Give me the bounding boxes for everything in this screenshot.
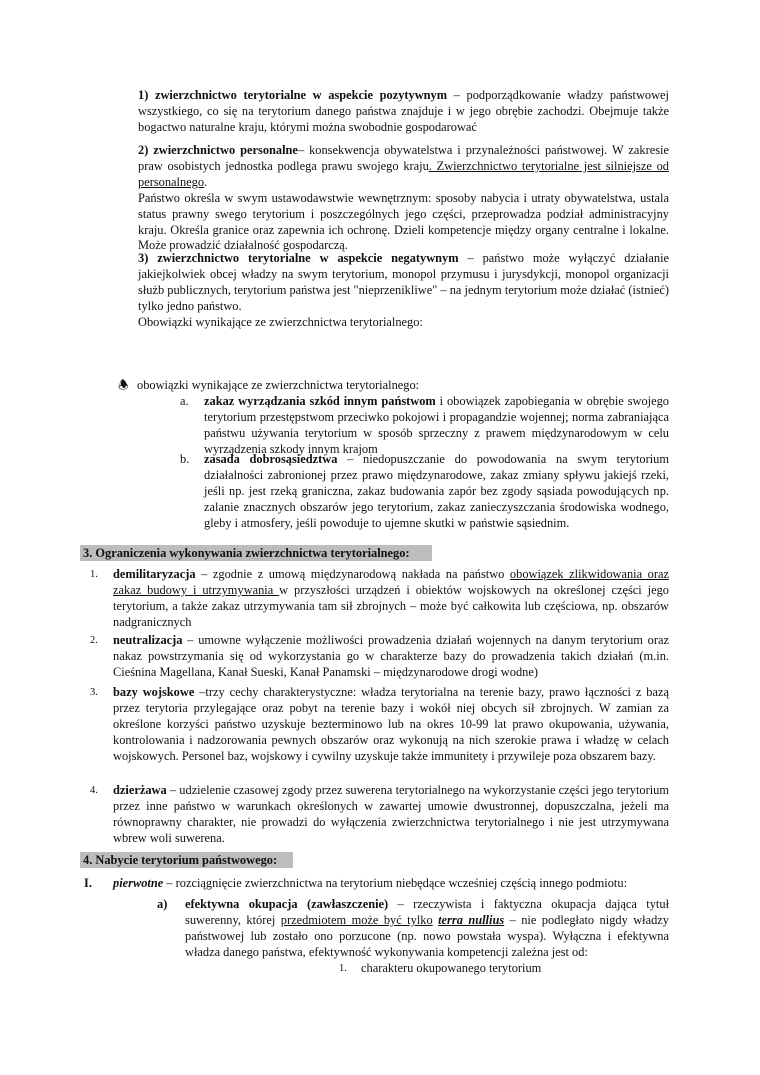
negative-aspect-term: 3) zwierzchnictwo terytorialne w aspekcie negatywnym: [138, 251, 459, 265]
list-number-1: 1.: [90, 569, 98, 580]
duty-item-no-harm: zakaz wyrządzania szkód innym państwom i obowiązek zapobiegania w obrębie swojego terytorium przestępstwom przeciwko pokojowi i propagandzie wojennej; norma zabraniająca państwu używania terytorium w sposób sprzeczny z prawem międzynarodowym w celu wyrządzenia szkody innym krajom: [204, 394, 669, 456]
list-number-2: 2.: [90, 635, 98, 646]
paragraph-personal-aspect: 2) zwierzchnictwo personalne– konsekwencja obywatelstwa i przynależności państwowej. W zakresie praw osobistych jednostka podlega prawu swojego kraju. Zwierzchnictwo terytorialne jest silniejsze od personalnego. Państwo określa w swym ustawodawstwie wewnętrznym: sposoby nabycia i utraty obywatelstwa, ustala status prawny swego terytorium i poszczególnych jego części, przeprowadza podział administracyjny kraju. Określa granice oraz zapewnia ich ochronę. Dzieli kompetencje między organy centralne i lokalne. Może prowadzić działalność gospodarczą.: [138, 143, 669, 253]
paragraph-positive-aspect: 1) zwierzchnictwo terytorialne w aspekcie pozytywnym – podporządkowanie władzy państwowej wszystkiego, co się na terytorium danego państwa znajduje i w jego obrębie zachodzi. Obejmuje także bogactwo naturalne kraju, którymi można swobodnie gospodarować: [138, 88, 670, 134]
list-marker-b: b.: [180, 452, 190, 466]
roman-numeral-I: I.: [84, 876, 92, 890]
list-marker-a-paren: a): [157, 897, 168, 911]
duties-lead-text: Obowiązki wynikające ze zwierzchnictwa terytorialnego:: [138, 314, 423, 329]
sub-list-number-1: 1.: [339, 963, 347, 974]
duty-item-good-neighbourliness: zasada dobrosąsiedztwa – niedopuszczanie do powodowania na swym terytorium działalności zabronionej przez prawo międzynarodowe, zakaz zmiany spływu jakiejś rzeki, jeśli np. jest rzeką graniczna, zakaz budowania zapór bez zgody sąsiada powodujących np. zalanie znacznych obszarów jego terytorium, zakaz zanieczyszczania środowiska wodnego, gleby i atmosfery, jeśli powoduje to ujemne skutki w państwie sąsiednim.: [204, 452, 669, 530]
duties-intro: obowiązki wynikające ze zwierzchnictwa terytorialnego:: [137, 378, 420, 392]
limitation-demilitarization: demilitaryzacja – zgodnie z umową międzynarodową nakłada na państwo obowiązek zlikwidowania oraz zakaz budowy i utrzymywania w przyszłości urządzeń i obiektów wojskowych na określonej części jego terytorium, a także zakaz utrzymywania tam sił zbrojnych – może być całkowita lub częściowa, np. obszarów nadgranicznych: [113, 567, 669, 629]
effective-occupation: efektywna okupacja (zawłaszczenie) – rzeczywista i faktyczna okupacja dająca tytuł suwerenny, której przedmiotem może być tylko terra nullius – nie podległato nigdy władzy państwowej lub zostało ono porzucone (np. nowo powstała wyspa). Wyłączna i efektywna władza danego państwa, efektywność wykonywania kompetencji zależna jest od:: [185, 897, 670, 959]
limitation-military-bases: bazy wojskowe –trzy cechy charakterystyczne: władza terytorialna na terenie bazy, prawo łączności z bazą przez terytoria przylegające oraz pobyt na terenie bazy i wokół niej obcych sił zbrojnych. W zamian za określone korzyści państwo uzyskuje bezterminowo lub na okres 10-99 lat prawo okupowania, używania, kontrolowania i nadzorowania pewnych obszarów oraz wykonują na nich szerokie prawa i władzę w celach wojskowych. Personel baz, wojskowy i cywilny uzyskuje także immunitety i przywileje poza obszarem bazy.: [113, 685, 669, 763]
occupation-factor-territory: charakteru okupowanego terytorium: [361, 961, 542, 975]
section-3-heading: 3. Ograniczenia wykonywania zwierzchnictwa terytorialnego:: [80, 545, 432, 561]
list-number-4: 4.: [90, 785, 98, 796]
list-number-3: 3.: [90, 687, 98, 698]
paragraph-negative-aspect: 3) zwierzchnictwo terytorialne w aspekcie negatywnym – państwo może wyłączyć działanie jakiejkolwiek obcej władzy na swym terytorium, monopol przymusu i jurysdykcji, monopol organizacji służb publicznych, terytorium państwa jest "nieprzenikliwe" – na jednym terytorium może działać (istnieć) tylko jedno państwo. Obowiązki wynikające ze zwierzchnictwa terytorialnego:: [138, 251, 670, 329]
acquisition-original: pierwotne – rozciągnięcie zwierzchnictwa na terytorium niebędące wcześniej częścią innego podmiotu:: [113, 876, 628, 890]
personal-aspect-term: 2) zwierzchnictwo personalne: [138, 143, 298, 157]
limitation-lease: dzierżawa – udzielenie czasowej zgody przez suwerena terytorialnego na wykorzystanie części jego terytorium przez inne państwo w warunkach określonych w zawartej umowie dwustronnej, dopuszczalna, jeżeli ma równoprawny charakter, nie prowadzi do wyłączenia zwierzchnictwa terytorialnego i nie jest utrzymywana wbrew woli suwerena.: [113, 783, 669, 845]
arrow-bullet-icon: 🕭: [118, 378, 129, 392]
list-marker-a: a.: [180, 394, 189, 408]
section-4-heading: 4. Nabycie terytorium państwowego:: [80, 852, 293, 868]
state-powers-text: Państwo określa w swym ustawodawstwie wewnętrznym: sposoby nabycia i utraty obywatelstwa, ustala status prawny swego terytorium i poszczególnych jego części, przeprowadza podział administracyjny kraju. Określa granice oraz zapewnia ich ochronę. Dzieli kompetencje między organy centralne i lokalne. Może prowadzić działalność gospodarczą.: [138, 190, 669, 253]
limitation-neutralization: neutralizacja – umowne wyłączenie możliwości prowadzenia działań wojennych na danym terytorium oraz nakaz powstrzymania się od wykorzystania go w charakterze bazy do prowadzenia takich działań (m.in. Cieśnina Magellana, Kanał Sueski, Kanał Panamski – międzynarodowe drogi wodne): [113, 633, 669, 679]
positive-aspect-term: 1) zwierzchnictwo terytorialne w aspekcie pozytywnym: [138, 88, 448, 102]
